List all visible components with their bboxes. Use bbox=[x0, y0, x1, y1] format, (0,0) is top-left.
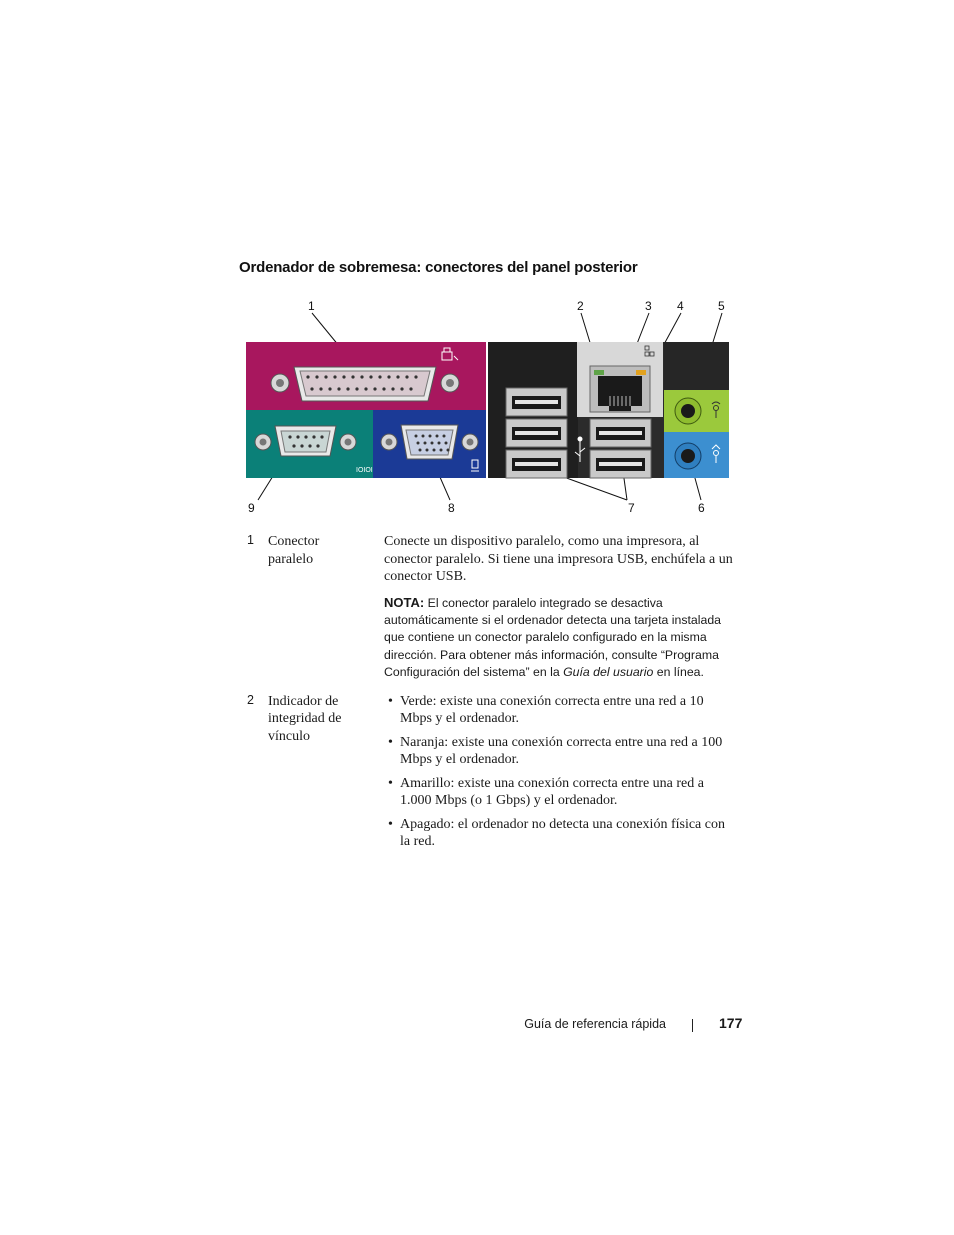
status-list bbox=[384, 693, 737, 851]
list-item: • Amarillo: existe una conexión correcta entre una red a 1.000 Mbps (o 1 Gbps) y el ordenador. bbox=[384, 775, 737, 810]
note-text: El conector paralelo integrado se desactiva automáticamente si el ordenador detecta una tarjeta instalada que contiene un conector paralelo configurado en la misma dirección. Para obtener más información, consulte “Programa Configuración del sistema” en la bbox=[384, 595, 722, 680]
section-title: Ordenador de sobremesa: conectores del panel posterior bbox=[239, 259, 638, 276]
callout-6: 6 bbox=[698, 501, 705, 515]
link-integrity-light bbox=[594, 370, 604, 375]
footer-separator bbox=[692, 1019, 693, 1032]
user-guide-title: Guía del usuario bbox=[563, 665, 654, 680]
callout-9: 9 bbox=[248, 501, 255, 515]
note-text-end: en línea. bbox=[656, 665, 704, 680]
callout-7: 7 bbox=[628, 501, 635, 515]
page-number: 177 bbox=[719, 1015, 743, 1031]
back-panel-illustration bbox=[236, 292, 736, 520]
callout-5: 5 bbox=[718, 299, 725, 313]
line-out-connector[interactable] bbox=[675, 398, 701, 424]
usb-ports-left bbox=[506, 388, 567, 478]
list-item: • Verde: existe una conexión correcta entre una red a 10 Mbps y el ordenador. bbox=[384, 693, 737, 728]
table-row bbox=[247, 533, 737, 682]
usb-port[interactable] bbox=[506, 450, 567, 478]
page-footer bbox=[0, 1015, 954, 1035]
connector-table bbox=[247, 533, 737, 857]
footer-title: Guía de referencia rápida bbox=[524, 1017, 666, 1031]
usb-port[interactable] bbox=[590, 450, 651, 478]
callout-3: 3 bbox=[645, 299, 652, 313]
list-item: • Apagado: el ordenador no detecta una conexión física con la red. bbox=[384, 816, 737, 851]
connector-description bbox=[384, 693, 737, 851]
table-row bbox=[247, 693, 737, 851]
callout-8: 8 bbox=[448, 501, 455, 515]
network-activity-light bbox=[636, 370, 646, 375]
note-box bbox=[384, 594, 737, 682]
serial-label: IOIOI bbox=[356, 467, 373, 474]
callout-2: 2 bbox=[577, 299, 584, 313]
network-connector[interactable] bbox=[590, 366, 650, 412]
row-number: 2 bbox=[247, 692, 254, 707]
connector-name: Conector paralelo bbox=[268, 534, 320, 567]
list-item: • Naranja: existe una conexión correcta entre una red a 100 Mbps y el ordenador. bbox=[384, 734, 737, 769]
row-number: 1 bbox=[247, 533, 254, 547]
usb-port[interactable] bbox=[506, 419, 567, 447]
line-in-connector[interactable] bbox=[675, 443, 701, 469]
description-text: Conecte un dispositivo paralelo, como una impresora, al conector paralelo. Si tiene una impresora USB, enchúfela a un conector USB. bbox=[384, 534, 733, 584]
note-label: NOTA: bbox=[384, 594, 425, 610]
back-panel-figure bbox=[236, 292, 736, 520]
usb-port[interactable] bbox=[506, 388, 567, 416]
callout-1: 1 bbox=[308, 299, 315, 313]
connector-name: Indicador de integridad de vínculo bbox=[268, 693, 342, 744]
callout-4: 4 bbox=[677, 299, 684, 313]
connector-description bbox=[384, 533, 737, 682]
usb-port[interactable] bbox=[590, 419, 651, 447]
